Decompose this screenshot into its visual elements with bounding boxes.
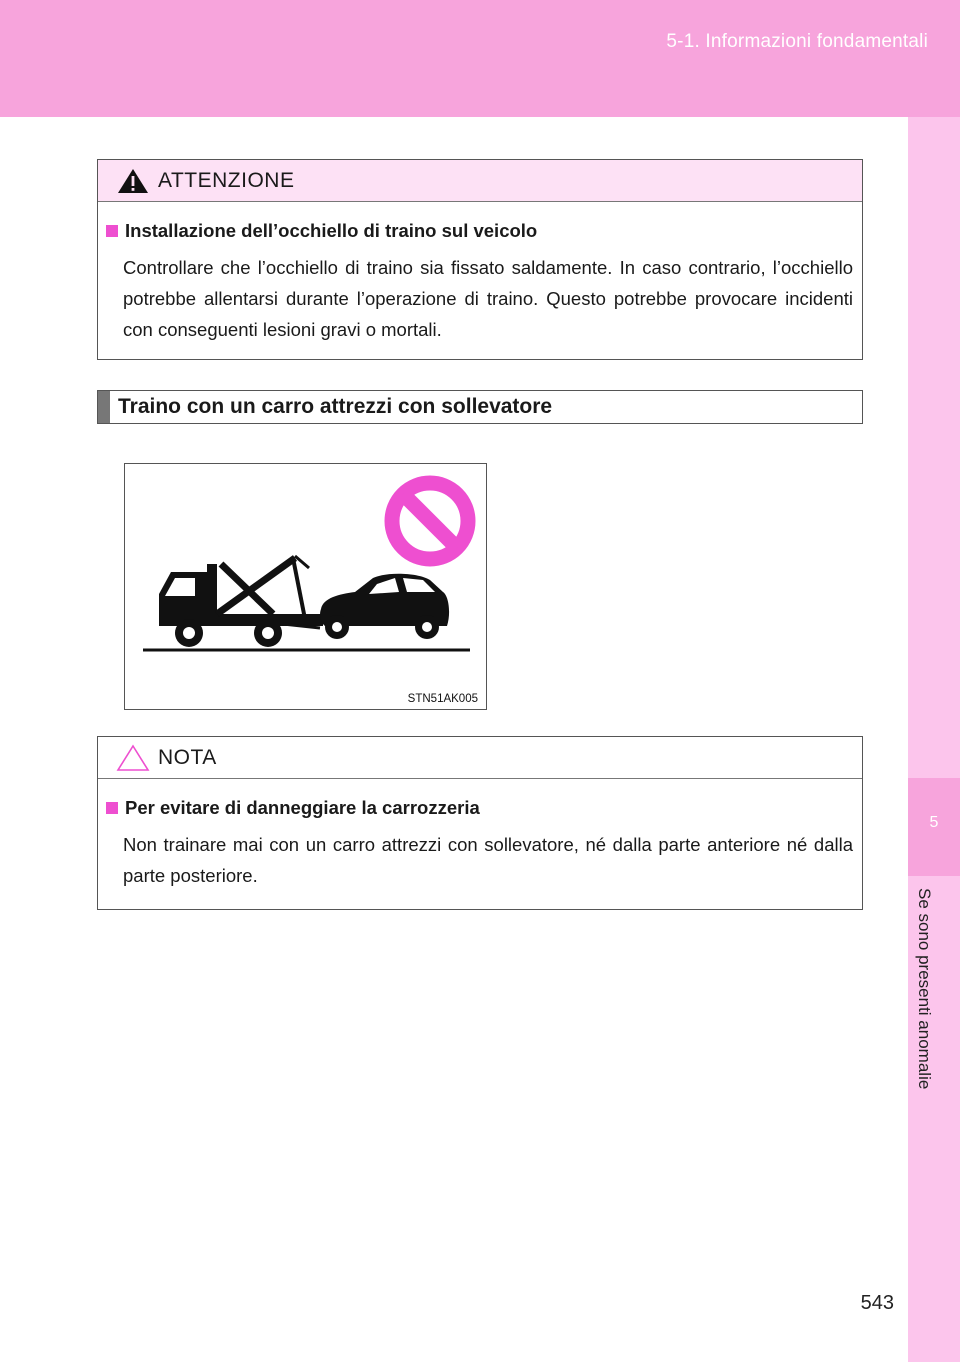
tow-truck-figure: [124, 463, 487, 710]
prohibition-icon: [392, 483, 468, 559]
side-tab-number: 5: [908, 778, 960, 876]
note-item-title: Per evitare di danneggiare la carrozzeria: [106, 797, 853, 819]
note-heading: NOTA: [158, 745, 217, 769]
header-band: [0, 0, 960, 117]
warning-header: [98, 160, 862, 202]
warning-triangle-icon: [116, 167, 150, 195]
note-box: [97, 736, 863, 910]
section-heading-bar: [98, 391, 110, 423]
warning-item-title: Installazione dell’occhiello di traino sul veicolo: [106, 220, 853, 242]
warning-heading: ATTENZIONE: [158, 168, 295, 192]
tow-truck-illustration: [125, 464, 486, 709]
note-header: [98, 737, 862, 779]
figure-code: STN51AK005: [407, 693, 478, 705]
warning-box: [97, 159, 863, 360]
car-icon: [320, 574, 449, 639]
note-item-text: Non trainare mai con un carro attrezzi con sollevatore, né dalla parte anteriore né dalla parte posteriore.: [123, 834, 853, 886]
tow-truck-icon: [159, 556, 323, 647]
caution-triangle-icon: [116, 744, 150, 772]
square-bullet-icon: [106, 225, 118, 237]
page-number: 543: [860, 1292, 894, 1314]
square-bullet-icon: [106, 802, 118, 814]
side-tab-label: Se sono presenti anomalie: [915, 888, 934, 1090]
section-title: Traino con un carro attrezzi con sollevatore: [118, 395, 553, 418]
side-tab: [908, 117, 960, 1362]
warning-item-text: Controllare che l’occhiello di traino sia fissato saldamente. In caso contrario, l’occhiello potrebbe allentarsi durante l’operazione di traino. Questo potrebbe provocare incidenti con conseguenti lesioni gravi o mortali.: [123, 257, 853, 340]
chapter-title: 5-1. Informazioni fondamentali: [666, 31, 928, 52]
section-heading: [97, 390, 863, 424]
